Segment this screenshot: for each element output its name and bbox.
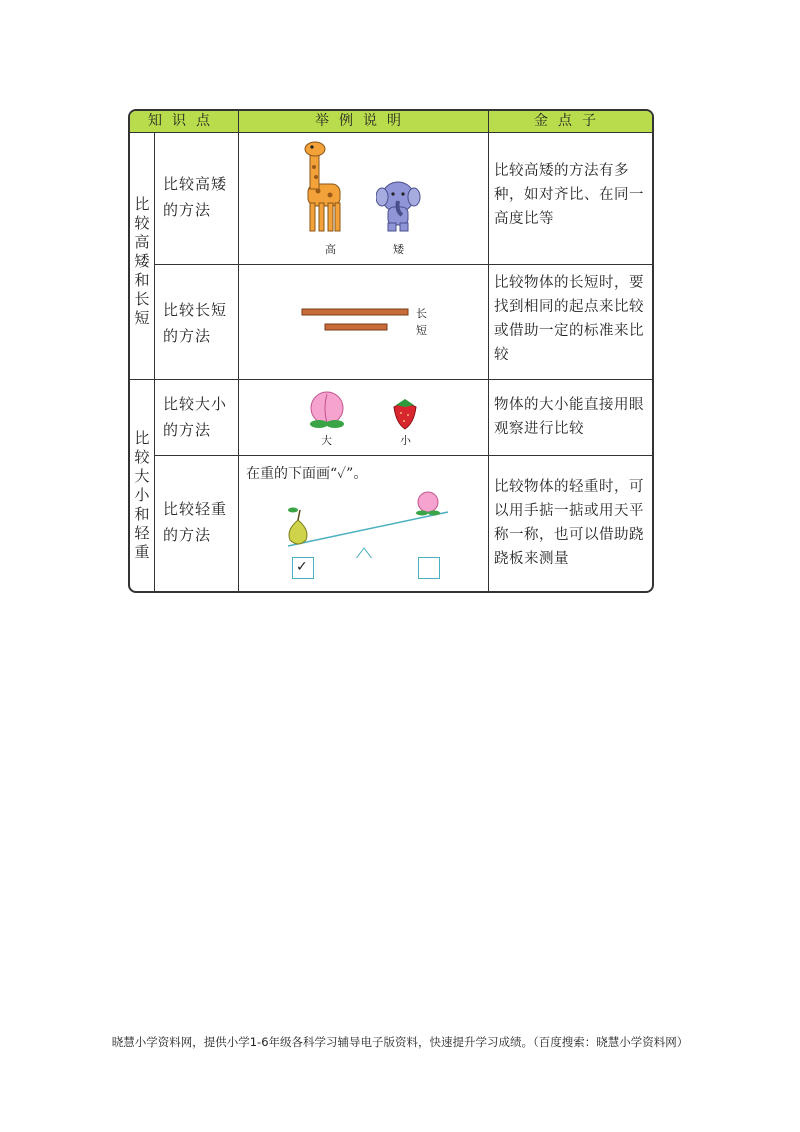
elephant-image (376, 177, 422, 233)
method-size: 比较大小的方法 (163, 395, 228, 439)
header-tips: 金点子 (534, 113, 606, 129)
header-knowledge-point: 知识点 (148, 113, 220, 129)
strawberry-image (390, 397, 420, 431)
category-height-length (130, 195, 154, 328)
tip-weight: 比较物体的轻重时，可以用手掂一掂或用天平称一称，也可以借助跷跷板来测量 (494, 479, 644, 567)
table-header (130, 111, 652, 133)
tip-height: 比较高矮的方法有多种，如对齐比、在同一高度比等 (494, 163, 644, 227)
checkbox-pear[interactable] (292, 557, 314, 579)
method-length: 比较长短的方法 (163, 301, 228, 345)
giraffe-image (298, 139, 348, 239)
footer-note: 晓慧小学资料网，提供小学1-6年级各科学习辅导电子版资料，快速提升学习成绩。（百度搜索：晓慧小学资料网） (111, 1035, 689, 1049)
length-bars-image (300, 306, 412, 334)
label-small: 小 (400, 434, 411, 447)
tip-size: 物体的大小能直接用眼观察进行比较 (494, 397, 644, 437)
category-height-length-label: 比较高矮和长短 (134, 195, 150, 327)
peach-big-image (306, 389, 348, 431)
category-size-weight-label: 比较大小和轻重 (134, 429, 150, 561)
checkbox-peach[interactable] (418, 557, 440, 579)
tip-length: 比较物体的长短时，要找到相同的起点来比较或借助一定的标准来比较 (494, 275, 644, 363)
label-long: 长 (416, 307, 427, 320)
method-weight: 比较轻重的方法 (163, 500, 228, 544)
header-example: 举例说明 (315, 113, 411, 129)
label-short-length: 短 (416, 324, 427, 337)
knowledge-table (128, 109, 654, 593)
label-short: 矮 (393, 243, 404, 256)
seesaw-image (278, 486, 458, 558)
method-height: 比较高矮的方法 (163, 175, 228, 219)
label-big: 大 (321, 434, 332, 447)
instruction-weight: 在重的下面画“✓”。 (246, 466, 368, 482)
label-tall: 高 (325, 243, 336, 256)
check-mark: ✓ (296, 559, 308, 575)
category-size-weight (130, 429, 154, 562)
